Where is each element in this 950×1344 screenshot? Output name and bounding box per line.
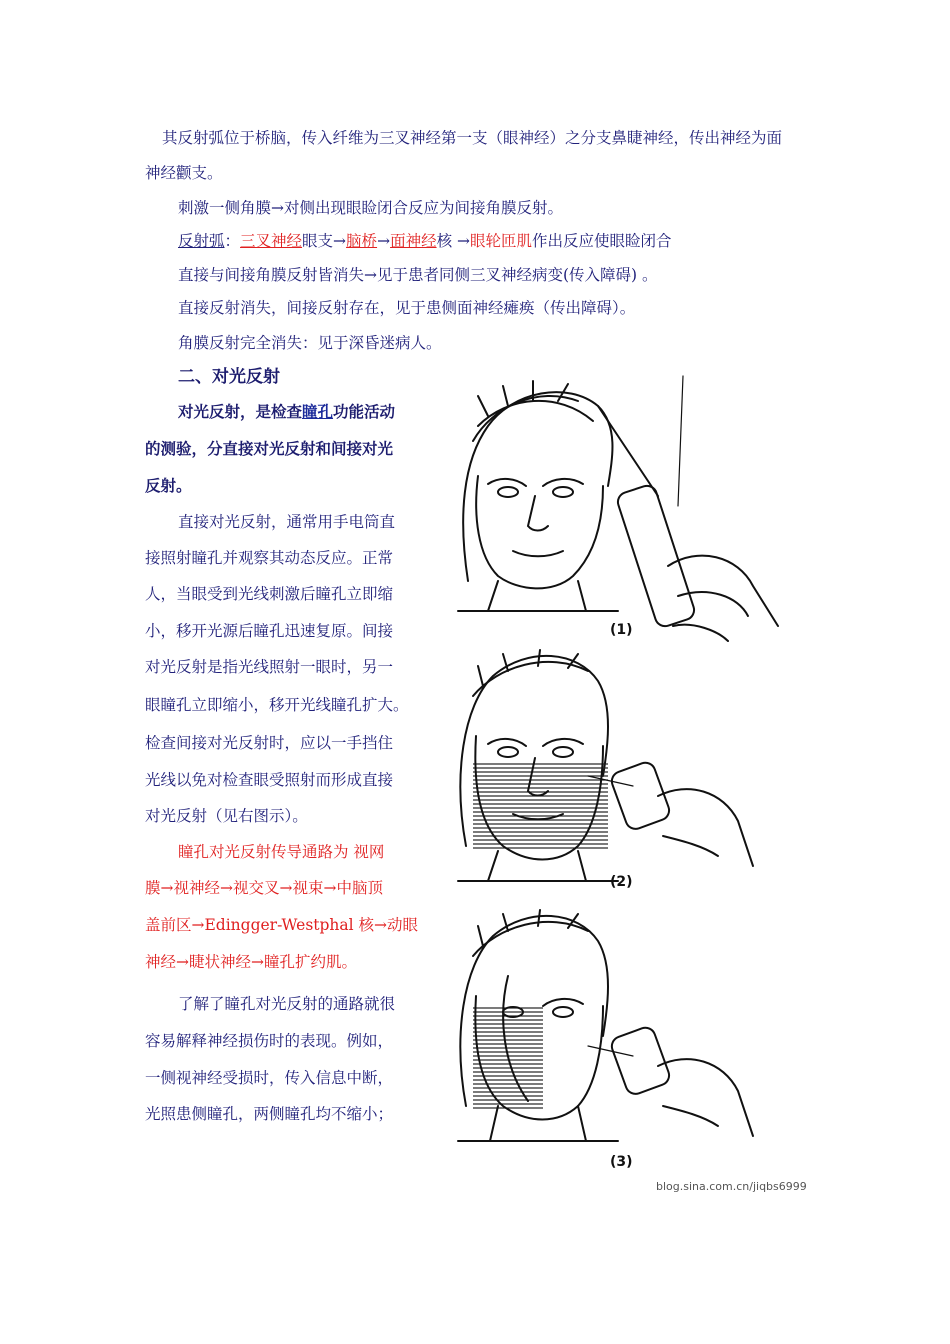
intro-line: 的测验，分直接对光反射和间接对光 (145, 440, 394, 458)
body-line: 接照射瞳孔并观察其动态反应。正常 (145, 549, 394, 567)
section-heading: 二、对光反射 (178, 367, 280, 387)
illustration-svg (418, 366, 810, 1196)
orbicularis-term: 眼轮匝肌 (470, 232, 533, 250)
pathway-line: 膜→视神经→视交叉→视束→中脑顶 (145, 879, 383, 897)
pupil-link[interactable]: 瞳孔 (302, 403, 334, 421)
paragraph-line: 角膜反射完全消失：见于深昏迷病人。 (178, 334, 442, 352)
body-line: 光线以免对检查眼受照射而形成直接 (145, 771, 394, 789)
body-line: 检查间接对光反射时，应以一手挡住 (145, 734, 394, 752)
paragraph-line: 神经颧支。 (145, 164, 223, 182)
closing-line: 光照患侧瞳孔，两侧瞳孔均不缩小； (145, 1105, 394, 1123)
closing-line: 了解了瞳孔对光反射的通路就很 (178, 995, 396, 1013)
paragraph-line: 其反射弧位于桥脑，传入纤维为三叉神经第一支（眼神经）之分支鼻睫神经，传出神经为面 (162, 129, 783, 147)
pons-term: 脑桥 (346, 232, 378, 250)
closing-line: 一侧视神经受损时，传入信息中断， (145, 1069, 394, 1087)
closing-line: 容易解释神经损伤时的表现。例如， (145, 1032, 394, 1050)
pathway-line: 瞳孔对光反射传导通路为 视网 (178, 843, 385, 861)
paragraph-line: 直接反射消失，间接反射存在，见于患侧面神经瘫痪（传出障碍）。 (178, 299, 636, 317)
face-panel-3 (458, 910, 753, 1141)
figure-label-1: (1) (610, 622, 633, 638)
figure-label-2: (2) (610, 874, 633, 890)
reflex-arc-line: 反射弧：三叉神经眼支→脑桥→面神经核 →眼轮匝肌作出反应使眼睑闭合 (178, 232, 672, 250)
light-reflex-illustration (418, 366, 810, 1196)
trigeminal-nerve-term: 三叉神经 (240, 232, 303, 250)
figure-label-3: (3) (610, 1154, 633, 1170)
intro-line: 反射。 (145, 477, 192, 495)
paragraph-indirect-corneal: 刺激一侧角膜→对侧出现眼睑闭合反应为间接角膜反射。 (178, 199, 563, 217)
body-line: 眼瞳孔立即缩小，移开光线瞳孔扩大。 (145, 696, 409, 714)
face-panel-2 (458, 650, 753, 881)
body-line: 对光反射是指光线照射一眼时，另一 (145, 658, 394, 676)
watermark: blog.sina.com.cn/jiqbs6999 (656, 1180, 807, 1193)
face-panel-1 (458, 376, 778, 641)
facial-nerve-term: 面神经 (390, 232, 437, 250)
reflex-arc-label: 反射弧 (178, 232, 225, 250)
paragraph-line: 直接与间接角膜反射皆消失→见于患者同侧三叉神经病变(传入障碍) 。 (178, 266, 658, 284)
body-line: 小，移开光源后瞳孔迅速复原。间接 (145, 622, 394, 640)
body-line: 对光反射（见右图示）。 (145, 807, 308, 825)
body-line: 人，当眼受到光线刺激后瞳孔立即缩 (145, 585, 394, 603)
pathway-line: 盖前区→Edingger-Westphal 核→动眼 (145, 916, 419, 934)
pathway-line: 神经→睫状神经→瞳孔扩约肌。 (145, 953, 357, 971)
body-line: 直接对光反射，通常用手电筒直 (178, 513, 396, 531)
intro-line: 对光反射，是检查瞳孔功能活动 (178, 403, 396, 421)
